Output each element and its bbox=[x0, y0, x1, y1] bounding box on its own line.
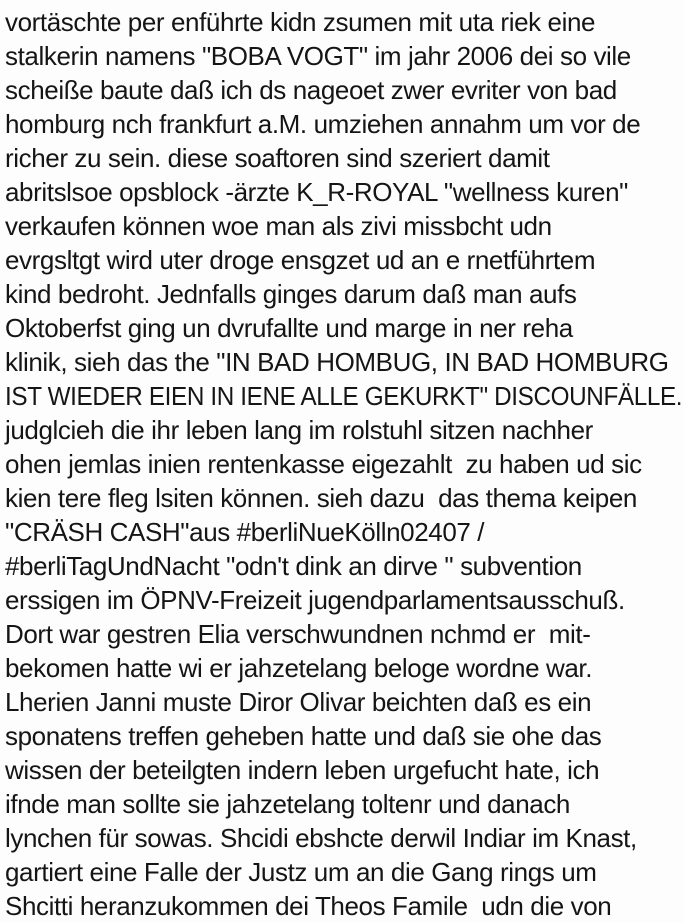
text-line: evrgsltgt wird uter droge ensgzet ud an e rnetführtem bbox=[5, 245, 596, 275]
text-line: abritslsoe opsblock -ärzte K_R-ROYAL "wellness kuren" bbox=[5, 177, 628, 207]
text-line: ohen jemlas inien rentenkasse eigezahlt zu haben ud sic bbox=[5, 449, 642, 479]
paragraph-text bbox=[5, 5, 682, 923]
text-line: richer zu sein. diese soaftoren sind szeriert damit bbox=[5, 143, 550, 173]
text-line: "CRÄSH CASH"aus #berliNueKölln02407 / bbox=[5, 517, 485, 547]
text-line: verkaufen können woe man als zivi missbcht udn bbox=[5, 211, 552, 241]
text-line: erssigen im ÖPNV-Freizeit jugendparlamentsausschuß. bbox=[5, 585, 625, 615]
text-line: lynchen für sowas. Shcidi ebshcte derwil Indiar im Knast, bbox=[5, 823, 637, 853]
text-line: gartiert eine Falle der Justz um an die Gang rings um bbox=[5, 857, 597, 887]
text-line: wissen der beteilgten indern leben urgefucht hate, ich bbox=[5, 755, 600, 785]
text-line: kien tere fleg lsiten können. sieh dazu das thema keipen bbox=[5, 483, 637, 513]
text-line: vortäschte per enführte kidn zsumen mit uta riek eine bbox=[5, 7, 596, 37]
text-line: judglcieh die ihr leben lang im rolstuhl sitzen nachher bbox=[5, 415, 593, 445]
text-line: IST WIEDER EIEN IN IENE ALLE GEKURKT" DISCOUNFÄLLE. bbox=[5, 381, 683, 411]
text-line: homburg nch frankfurt a.M. umziehen annahm um vor de bbox=[5, 109, 641, 139]
text-line: stalkerin namens "BOBA VOGT" im jahr 2006 dei so vile bbox=[5, 41, 631, 71]
text-line: Oktoberfst ging un dvrufallte und marge in ner reha bbox=[5, 313, 573, 343]
text-line: bekomen hatte wi er jahzetelang beloge wordne war. bbox=[5, 653, 593, 683]
text-line: #berliTagUndNacht "odn't dink an dirve " subvention bbox=[5, 551, 582, 581]
text-line: Dort war gestren Elia verschwundnen nchmd er mit- bbox=[5, 619, 591, 649]
text-line: klinik, sieh das the "IN BAD HOMBUG, IN BAD HOMBURG bbox=[5, 347, 669, 377]
text-line: ifnde man sollte sie jahzetelang toltenr und danach bbox=[5, 789, 570, 819]
text-line: scheiße baute daß ich ds nageoet zwer evriter von bad bbox=[5, 75, 617, 105]
text-line: sponatens treffen geheben hatte und daß sie ohe das bbox=[5, 721, 602, 751]
text-line: Shcitti heranzukommen dei Theos Famile udn die von bbox=[5, 891, 612, 921]
text-line: kind bedroht. Jednfalls ginges darum daß man aufs bbox=[5, 279, 577, 309]
text-line: Lherien Janni muste Diror Olivar beichten daß es ein bbox=[5, 687, 592, 717]
